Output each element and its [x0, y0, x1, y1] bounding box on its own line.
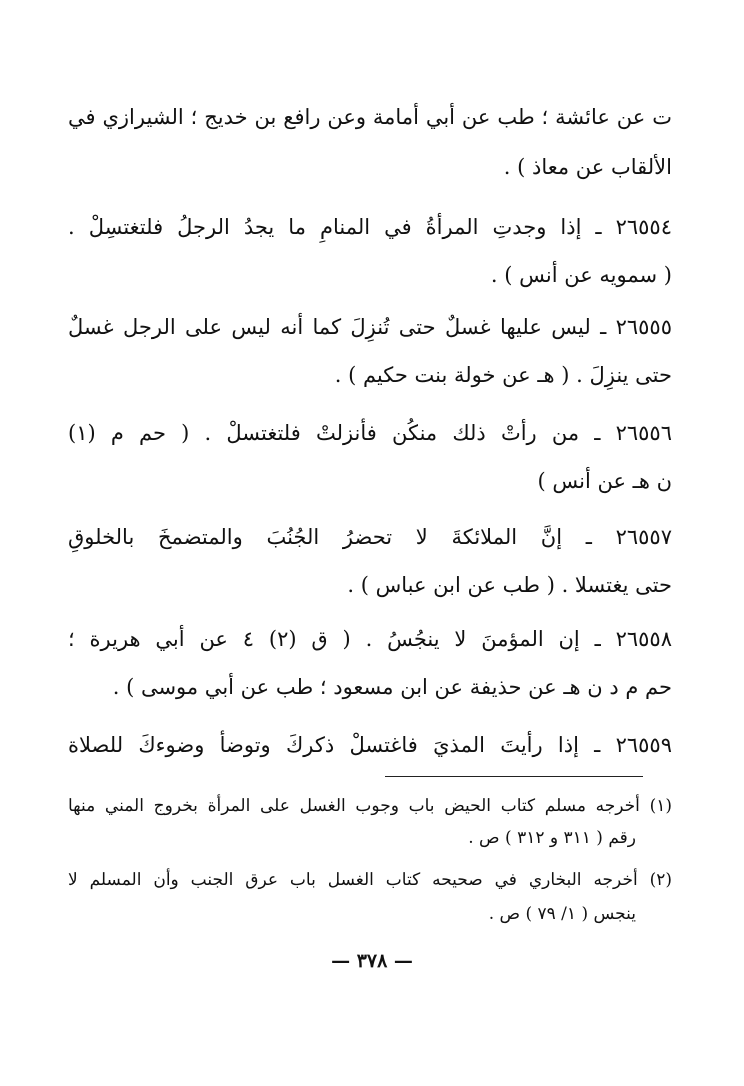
footnote-2: (٢) أخرجه البخاري في صحيحه كتاب الغسل باب عرق الجنب وأن المسلم لا — [68, 870, 672, 890]
footnote-1: (١) أخرجه مسلم كتاب الحيض باب وجوب الغسل على المرأة بخروج المني منها — [68, 796, 672, 816]
body-line: حتى يغتسلا . ( طب عن ابن عباس ) . — [347, 573, 672, 597]
hadith-26556: ٢٦٥٥٦ ـ من رأتْ ذلك منكُن فأنزلتْ فلتغتسلْ . ( حم م (١) — [68, 421, 672, 445]
body-line: حتى ينزِلَ . ( هـ عن خولة بنت حكيم ) . — [334, 363, 672, 387]
body-line: ( سمويه عن أنس ) . — [490, 263, 672, 287]
hadith-26559: ٢٦٥٥٩ ـ إذا رأيتَ المذيَ فاغتسلْ ذكركَ وتوضأ وضوءكَ للصلاة — [68, 733, 672, 757]
page-number: — ٣٧٨ — — [331, 950, 413, 972]
hadith-26554: ٢٦٥٥٤ ـ إذا وجدتِ المرأةُ في المنامِ ما يجدُ الرجلُ فلتغتسِلْ . — [68, 215, 672, 239]
body-line: ن هـ عن أنس ) — [537, 469, 672, 493]
hadith-26558: ٢٦٥٥٨ ـ إن المؤمنَ لا ينجُسُ . ( ق (٢) ٤ عن أبي هريرة ؛ — [68, 627, 672, 651]
hadith-26555: ٢٦٥٥٥ ـ ليس عليها غسلٌ حتى تُنزِلَ كما أنه ليس على الرجل غسلٌ — [68, 315, 672, 339]
hadith-26557: ٢٦٥٥٧ ـ إنَّ الملائكةَ لا تحضرُ الجُنُبَ والمتضمخَ بالخلوقِ — [68, 525, 672, 549]
body-line: الألقاب عن معاذ ) . — [503, 155, 672, 179]
footnote-2-cont: ينجس ( ١/ ٧٩ ) ص . — [488, 904, 636, 924]
footnote-separator — [385, 776, 643, 777]
body-line: حم م د ن هـ عن حذيفة عن ابن مسعود ؛ طب عن أبي موسى ) . — [112, 675, 672, 699]
body-line: ت عن عائشة ؛ طب عن أبي أمامة وعن رافع بن خديج ؛ الشيرازي في — [68, 105, 672, 129]
footnote-1-cont: رقم ( ٣١١ و ٣١٢ ) ص . — [468, 828, 636, 848]
